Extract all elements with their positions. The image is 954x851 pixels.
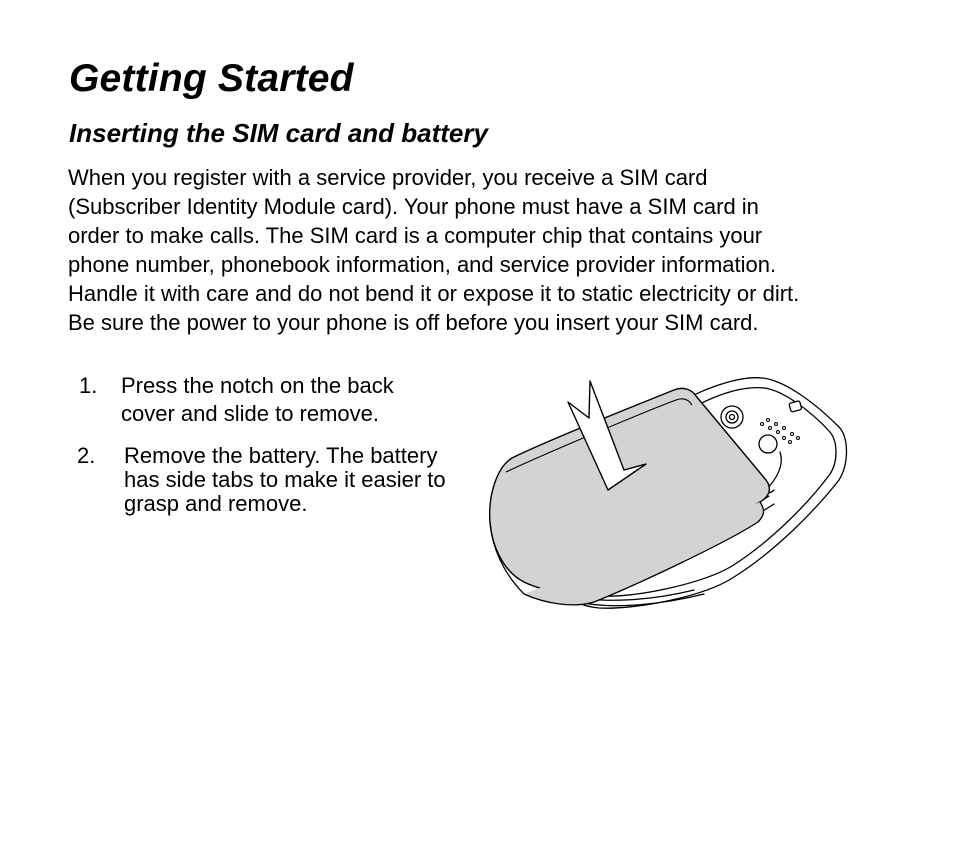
small-window xyxy=(789,401,802,413)
section-title: Inserting the SIM card and battery xyxy=(69,118,488,148)
step-text-line: cover and slide to remove. xyxy=(121,401,380,426)
step-number: 1. xyxy=(79,373,98,398)
intro-line: Handle it with care and do not bend it or expose it to static electricity or dirt. xyxy=(68,281,800,306)
intro-line: (Subscriber Identity Module card). Your phone must have a SIM card in xyxy=(68,194,759,219)
camera-lens xyxy=(721,406,743,428)
step-text xyxy=(121,372,394,428)
phone-battery-illustration xyxy=(484,372,854,617)
step-text-line: has side tabs to make it easier to xyxy=(124,467,446,492)
speaker-circle xyxy=(759,435,777,453)
page-title: Getting Started xyxy=(69,57,354,100)
step-text-line: grasp and remove. xyxy=(124,491,308,516)
intro-line: Be sure the power to your phone is off before you insert your SIM card. xyxy=(68,310,759,335)
step-text-line: Remove the battery. The battery xyxy=(124,443,438,468)
intro-line: When you register with a service provider, you receive a SIM card xyxy=(68,165,708,190)
intro-line: order to make calls. The SIM card is a computer chip that contains your xyxy=(68,223,763,248)
intro-paragraph xyxy=(68,163,898,337)
step-text xyxy=(124,444,446,516)
step-text-line: Press the notch on the back xyxy=(121,373,394,398)
step-number: 2. xyxy=(77,443,96,468)
intro-line: phone number, phonebook information, and service provider information. xyxy=(68,252,777,277)
